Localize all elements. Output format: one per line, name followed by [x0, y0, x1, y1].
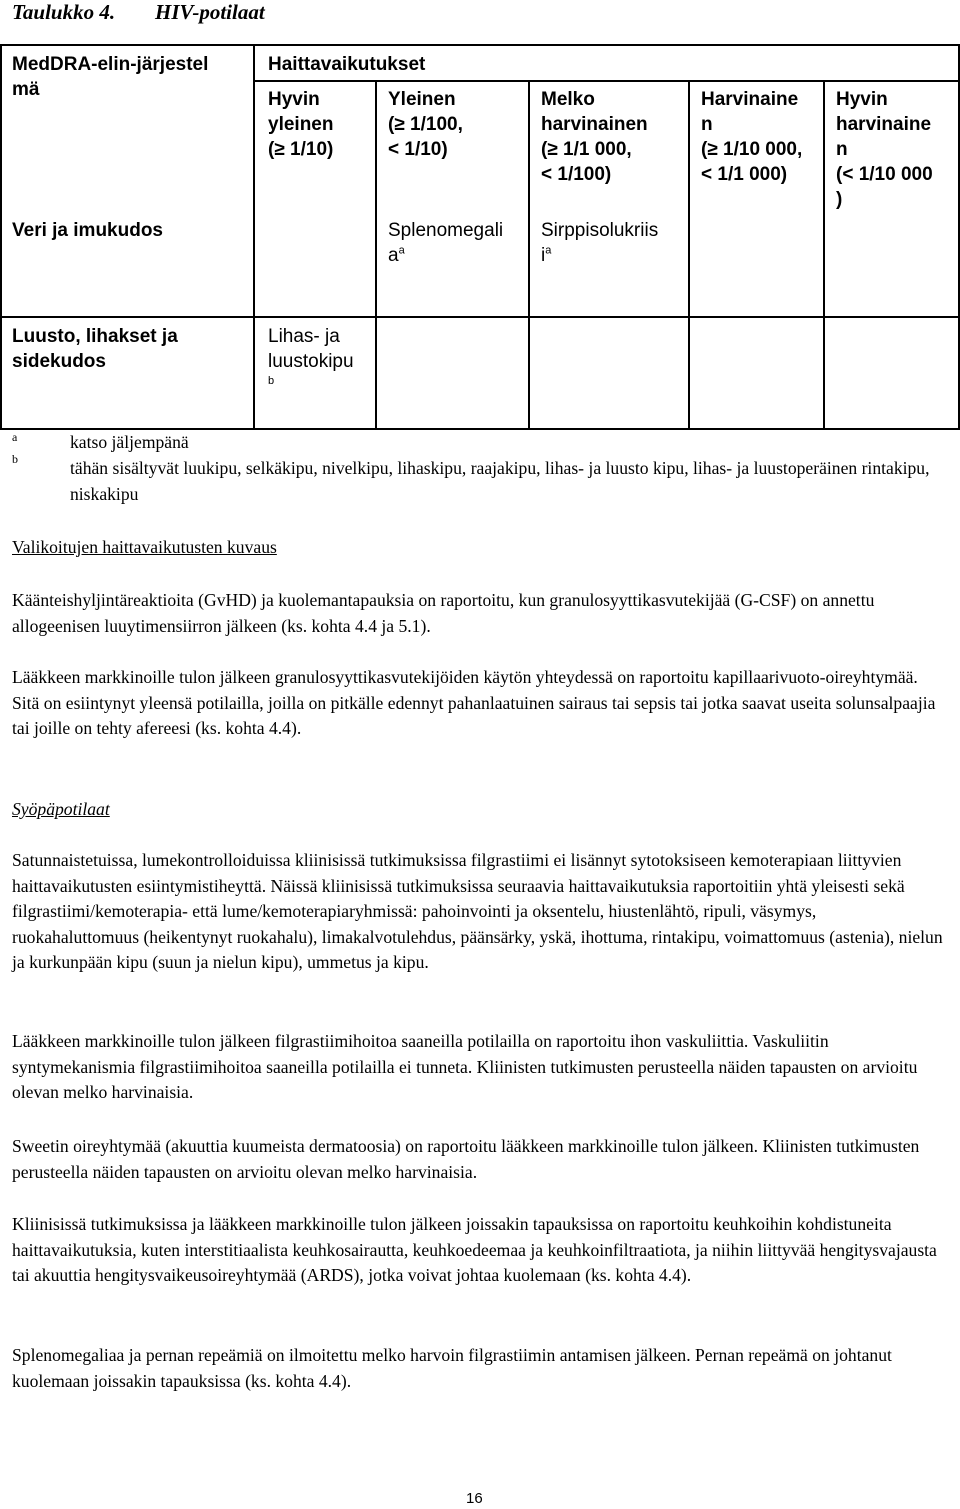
caption-title: HIV-potilaat	[155, 0, 265, 24]
paragraph-gvhd: Käänteishyljintäreaktioita (GvHD) ja kuolemantapauksia on raportoitu, kun granulosyyttikasvutekijää (G-CSF) on annettu allogeenisen luuytimensiirron jälkeen (ks. kohta 4.4 ja 5.1).	[12, 590, 875, 636]
soc-header: MedDRA-elin-järjestel mä	[12, 54, 209, 100]
paragraph-capillary-leak: Lääkkeen markkinoille tulon jälkeen granulosyyttikasvutekijöiden käytön yhteydessä on raportoitu kapillaarivuoto-oireyhtymää. Sitä on esiintynyt yleensä potilailla, joilla on pitkälle edennyt pahanlaatuinen sairaus tai sepsis tai jotka saavat useita solunsalpaajia tai joille on tehty afereesi (ks. kohta 4.4).	[12, 667, 936, 738]
section-subheading: Valikoitujen haittavaikutusten kuvaus	[12, 537, 277, 557]
caption-number: Taulukko 4.	[12, 0, 116, 24]
adr-header: Haittavaikutukset	[268, 54, 426, 75]
paragraph-splenomegaly: Splenomegaliaa ja pernan repeämiä on ilmoitettu melko harvoin filgrastiimin antamisen jälkeen. Pernan repeämä on johtanut kuolemaan joissakin tapauksissa (ks. kohta 4.4).	[12, 1345, 892, 1391]
page-number: 16	[466, 1490, 483, 1507]
paragraph-sweet-syndrome: Sweetin oireyhtymää (akuuttia kuumeista dermatoosia) on raportoitu lääkkeen markkinoille tulon jälkeen. Kliinisten tutkimusten perusteella näiden tapausten on arvioitu olevan melko harvinaisia.	[12, 1136, 920, 1182]
sickle-cell-crisis-cell: Sirppisolukriis $i^a$	[541, 220, 659, 266]
row-blood-label: Veri ja imukudos	[12, 220, 163, 241]
footnote-a-text: katso jäljempänä	[70, 432, 189, 452]
footnote-b-mark: b	[12, 452, 18, 466]
freq-common-header: Yleinen (≥ 1/100, < 1/10)	[388, 89, 463, 160]
freq-very-rare-header: Hyvin harvinaine n (< 1/10 000 )	[836, 89, 933, 210]
footnote-a-mark: a	[12, 430, 18, 444]
freq-uncommon-header: Melko harvinainen (≥ 1/1 000, < 1/100)	[541, 89, 648, 185]
freq-rare-header: Harvinaine n (≥ 1/10 000, < 1/1 000)	[701, 89, 803, 185]
splenomegaly-cell: Splenomegali $a^a$	[388, 220, 504, 266]
musculoskeletal-pain-cell: Lihas- ja luustokipu b	[268, 326, 354, 387]
paragraph-vasculitis: Lääkkeen markkinoille tulon jälkeen filgrastiimihoitoa saaneilla potilailla on raportoitu ihon vaskuliittia. Vaskuliitin syntymekanismia filgrastiimihoitoa saaneilla potilailla ei tunneta. Kliinisten tutkimusten perusteella näiden tapausten on arvioitu olevan melko harvinaisia.	[12, 1031, 918, 1102]
footnote-b-text: tähän sisältyvät luukipu, selkäkipu, nivelkipu, lihaskipu, raajakipu, lihas- ja luusto kipu, lihas- ja luustoperäinen rintakipu, niskakipu	[70, 458, 930, 504]
paragraph-cancer-trials: Satunnaistetuissa, lumekontrolloiduissa kliinisissä tutkimuksissa filgrastiimi ei lisännyt sytotoksiseen kemoterapiaan liittyvien haittavaikutusten esiintymistiheyttä. Näissä kliinisissä tutkimuksissa seuraavia haittavaikutuksia raportoitiin yhtä yleisesti sekä filgrastiimi/kemoterapia- että lume/kemoterapiaryhmissä: pahoinvointi ja oksentelu, hiustenlähtö, ripuli, väsymys, ruokahaluttomuus (heikentynyt ruokahalu), limakalvotulehdus, päänsärky, yskä, ihottuma, rintakipu, voimattomuus (astenia), nielun ja kurkunpään kipu (suun ja nielun kipu), ummetus ja kipu.	[12, 850, 943, 972]
paragraph-pulmonary: Kliinisissä tutkimuksissa ja lääkkeen markkinoille tulon jälkeen joissakin tapauksissa on raportoitu keuhkoihin kohdistuneita haittavaikutuksia, kuten interstitiaalista keuhkosairautta, keuhkoedeemaa ja keuhkoinfiltraatiota, ja niihin liittyvää hengitysvajausta tai akuuttia hengitysvaikeusoireyhtymää (ARDS), jotka voivat johtaa kuolemaan (ks. kohta 4.4).	[12, 1214, 937, 1285]
row-musculo-label: Luusto, lihakset ja sidekudos	[12, 326, 178, 372]
freq-very-common-header: Hyvin yleinen (≥ 1/10)	[268, 89, 334, 160]
section-heading-cancer-patients: Syöpäpotilaat	[12, 799, 110, 819]
adverse-reactions-table	[0, 0, 960, 430]
